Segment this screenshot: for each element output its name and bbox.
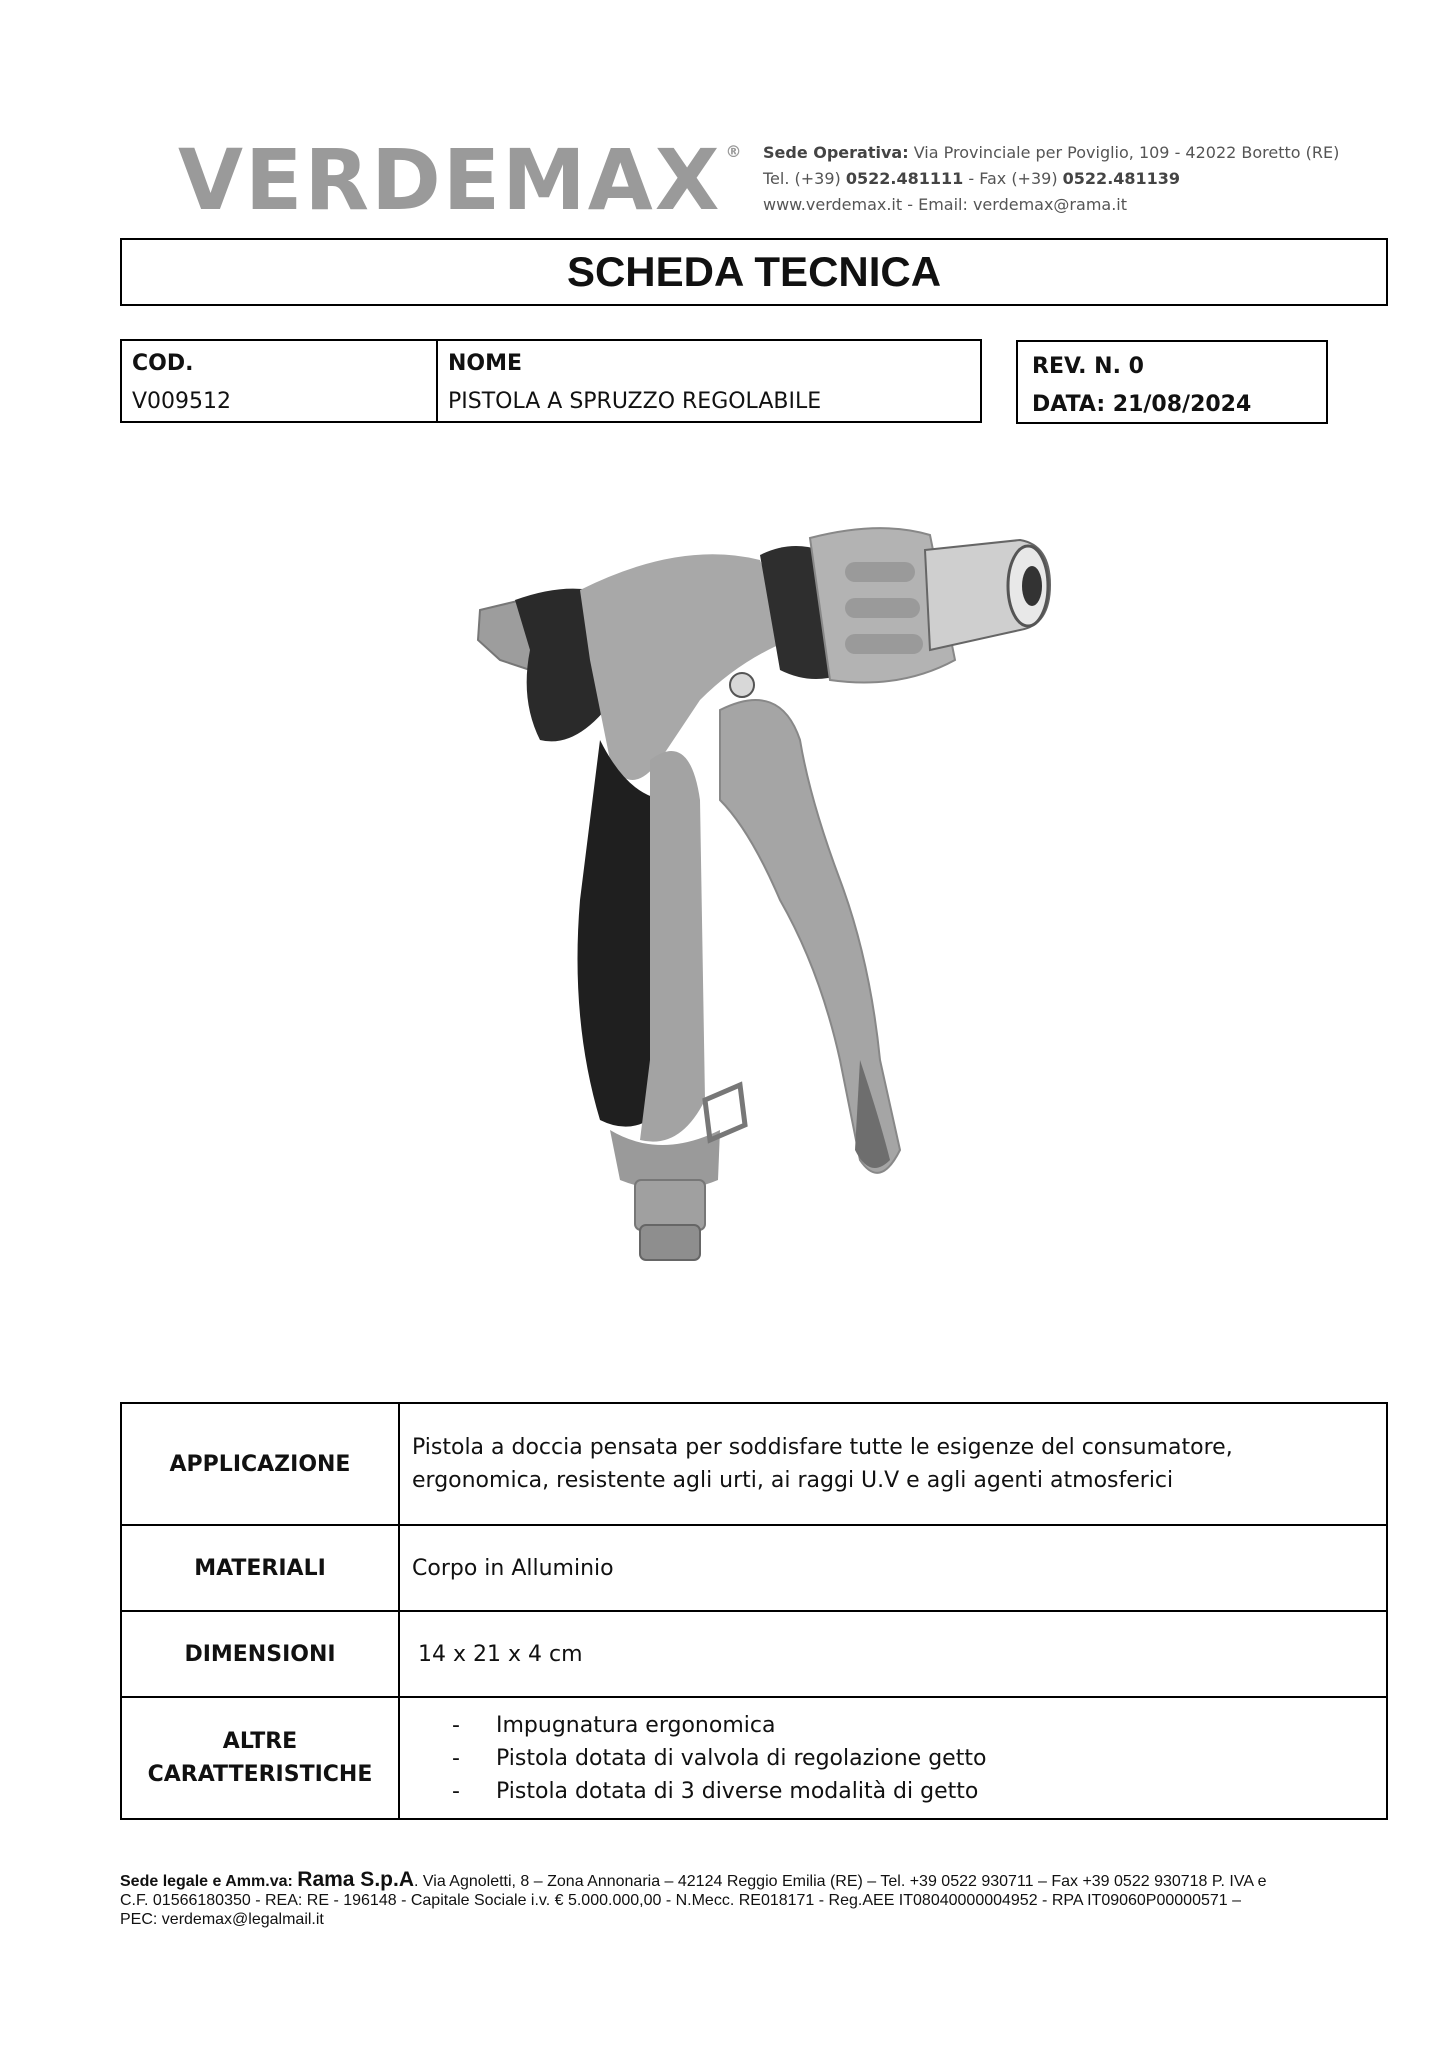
footer-company: Rama S.p.A bbox=[297, 1868, 414, 1891]
verdemax-logo bbox=[178, 131, 744, 229]
fax-number: 0522.481139 bbox=[1062, 169, 1181, 188]
dimensioni-value: 14 x 21 x 4 cm bbox=[399, 1611, 1387, 1697]
materiali-value: Corpo in Alluminio bbox=[399, 1525, 1387, 1611]
logo-text: VERDEMAX bbox=[178, 131, 722, 229]
cod-value: V009512 bbox=[132, 389, 232, 414]
web-email: www.verdemax.it - Email: verdemax@rama.it bbox=[763, 195, 1128, 214]
nome-column bbox=[438, 341, 980, 421]
applicazione-label: APPLICAZIONE bbox=[121, 1403, 399, 1525]
materiali-label: MATERIALI bbox=[121, 1525, 399, 1611]
footer-line2: C.F. 01566180350 - REA: RE - 196148 - Capitale Sociale i.v. € 5.000.000,00 - N.Mecc. RE018171 - Reg.AEE IT08040000004952 - RPA IT09060P00000571 – bbox=[120, 1892, 1242, 1909]
contact-info bbox=[763, 140, 1339, 218]
feature-text: Impugnatura ergonomica bbox=[496, 1712, 776, 1738]
footer-line1 bbox=[120, 1870, 1390, 1891]
bullet: - bbox=[452, 1712, 460, 1738]
cod-label: COD. bbox=[132, 351, 194, 376]
cod-column bbox=[122, 341, 438, 421]
sede-label: Sede Operativa: bbox=[763, 143, 909, 162]
spec-table bbox=[120, 1402, 1388, 1820]
footer-line1-rest: . Via Agnoletti, 8 – Zona Annonaria – 42124 Reggio Emilia (RE) – Tel. +39 0522 930711 – Fax +39 0522 930718 P. IVA e bbox=[413, 1873, 1267, 1890]
feature-text: Pistola dotata di valvola di regolazione getto bbox=[496, 1745, 987, 1771]
registered-mark: ® bbox=[725, 142, 744, 161]
footer bbox=[120, 1870, 1390, 1929]
revision-box bbox=[1016, 340, 1328, 424]
page-title: SCHEDA TECNICA bbox=[566, 248, 942, 295]
list-item bbox=[412, 1709, 1374, 1742]
tel-number: 0522.481111 bbox=[845, 169, 964, 188]
revision-date: DATA: 21/08/2024 bbox=[1032, 392, 1252, 417]
list-item bbox=[412, 1775, 1374, 1808]
table-row bbox=[121, 1403, 1387, 1525]
altre-caratteristiche-label bbox=[121, 1697, 399, 1819]
applicazione-value: Pistola a doccia pensata per soddisfare tutte le esigenze del consumatore, ergonomica, resistente agli urti, ai raggi U.V e agli agenti atmosferici bbox=[399, 1403, 1387, 1525]
nome-value: PISTOLA A SPRUZZO REGOLABILE bbox=[448, 389, 822, 414]
features-cell bbox=[399, 1697, 1387, 1819]
dimensioni-label: DIMENSIONI bbox=[121, 1611, 399, 1697]
features-list bbox=[412, 1709, 1374, 1808]
tel-prefix: Tel. (+39) bbox=[763, 169, 841, 188]
altre-label-line1: ALTRE bbox=[222, 1729, 298, 1754]
revision-number: REV. N. 0 bbox=[1032, 354, 1144, 379]
spray-gun-image bbox=[460, 500, 1060, 1280]
altre-label-line2: CARATTERISTICHE bbox=[147, 1762, 373, 1787]
product-code-box bbox=[120, 339, 982, 423]
table-row bbox=[121, 1697, 1387, 1819]
feature-text: Pistola dotata di 3 diverse modalità di getto bbox=[496, 1778, 979, 1804]
footer-lead: Sede legale e Amm.va: bbox=[120, 1873, 293, 1890]
sede-address: Via Provinciale per Poviglio, 109 - 42022 Boretto (RE) bbox=[913, 143, 1340, 162]
footer-line3: PEC: verdemax@legalmail.it bbox=[120, 1911, 324, 1928]
fax-prefix: - Fax (+39) bbox=[968, 169, 1058, 188]
list-item bbox=[412, 1742, 1374, 1775]
nome-label: NOME bbox=[448, 351, 523, 376]
title-box bbox=[120, 238, 1388, 306]
bullet: - bbox=[452, 1778, 460, 1804]
table-row bbox=[121, 1525, 1387, 1611]
table-row bbox=[121, 1611, 1387, 1697]
bullet: - bbox=[452, 1745, 460, 1771]
